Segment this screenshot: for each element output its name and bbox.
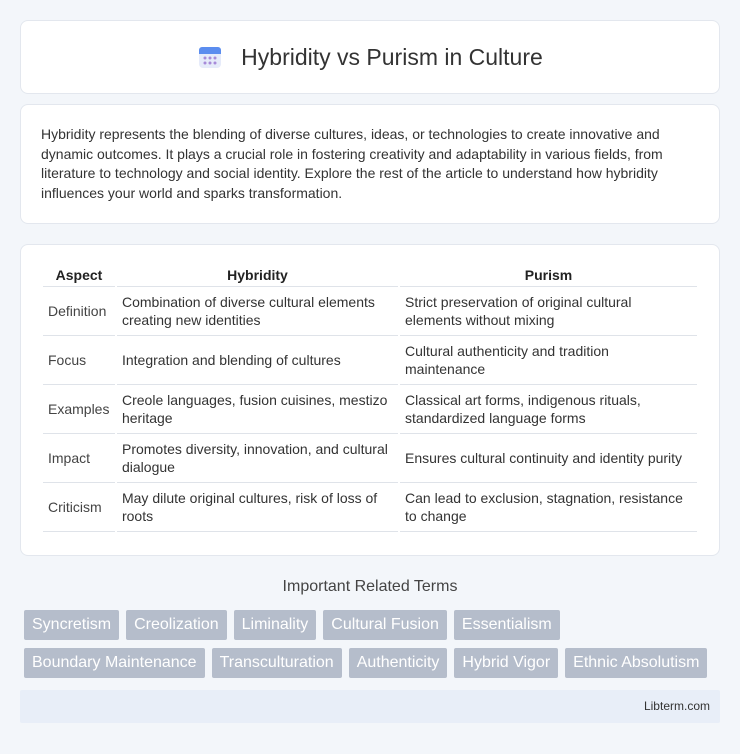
purism-cell: Can lead to exclusion, stagnation, resistance to change (400, 483, 697, 532)
tag-boundary-maintenance[interactable]: Boundary Maintenance (24, 648, 205, 678)
header-hybridity: Hybridity (117, 263, 398, 287)
title-card (20, 20, 720, 94)
intro-text: Hybridity represents the blending of diverse cultures, ideas, or technologies to create innovative and dynamic outcomes. It plays a crucial role in fostering creativity and adaptability in various fields, from literature to technology and social identity. Explore the rest of the article to understand how hybridity influences your world and sparks transformation. (41, 126, 663, 201)
hybridity-cell: Combination of diverse cultural elements creating new identities (117, 287, 398, 336)
aspect-cell: Criticism (43, 483, 115, 532)
header-aspect: Aspect (43, 263, 115, 287)
aspect-cell: Definition (43, 287, 115, 336)
aspect-cell: Examples (43, 385, 115, 434)
comparison-table-card (20, 244, 720, 556)
tag-ethnic-absolutism[interactable]: Ethnic Absolutism (565, 648, 707, 678)
footer (20, 690, 720, 723)
aspect-cell: Impact (43, 434, 115, 483)
tag-liminality[interactable]: Liminality (234, 610, 317, 640)
related-terms (24, 610, 724, 686)
page-title: Hybridity vs Purism in Culture (241, 43, 543, 70)
purism-cell: Ensures cultural continuity and identity purity (400, 434, 697, 483)
tag-cultural-fusion[interactable]: Cultural Fusion (323, 610, 447, 640)
tag-essentialism[interactable]: Essentialism (454, 610, 560, 640)
tag-row-2 (24, 648, 724, 678)
tag-creolization[interactable]: Creolization (126, 610, 226, 640)
hybridity-cell: May dilute original cultures, risk of loss of roots (117, 483, 398, 532)
tag-transculturation[interactable]: Transculturation (212, 648, 342, 678)
header-purism: Purism (400, 263, 697, 287)
table-row (43, 385, 697, 434)
purism-cell: Cultural authenticity and tradition maintenance (400, 336, 697, 385)
tag-authenticity[interactable]: Authenticity (349, 648, 448, 678)
purism-cell: Strict preservation of original cultural elements without mixing (400, 287, 697, 336)
aspect-cell: Focus (43, 336, 115, 385)
comparison-table (41, 263, 699, 532)
hybridity-cell: Integration and blending of cultures (117, 336, 398, 385)
table-row (43, 336, 697, 385)
footer-link[interactable]: Libterm.com (643, 699, 710, 713)
hybridity-cell: Creole languages, fusion cuisines, mestizo heritage (117, 385, 398, 434)
table-row (43, 434, 697, 483)
table-row (43, 287, 697, 336)
tag-hybrid-vigor[interactable]: Hybrid Vigor (454, 648, 558, 678)
table-row (43, 483, 697, 532)
hybridity-cell: Promotes diversity, innovation, and cultural dialogue (117, 434, 398, 483)
intro-card (20, 104, 720, 224)
tag-row-1 (24, 610, 724, 640)
tag-syncretism[interactable]: Syncretism (24, 610, 119, 640)
calendar-icon (197, 44, 223, 70)
related-terms-title: Important Related Terms (282, 578, 458, 595)
purism-cell: Classical art forms, indigenous rituals, standardized language forms (400, 385, 697, 434)
table-header-row (43, 263, 697, 287)
